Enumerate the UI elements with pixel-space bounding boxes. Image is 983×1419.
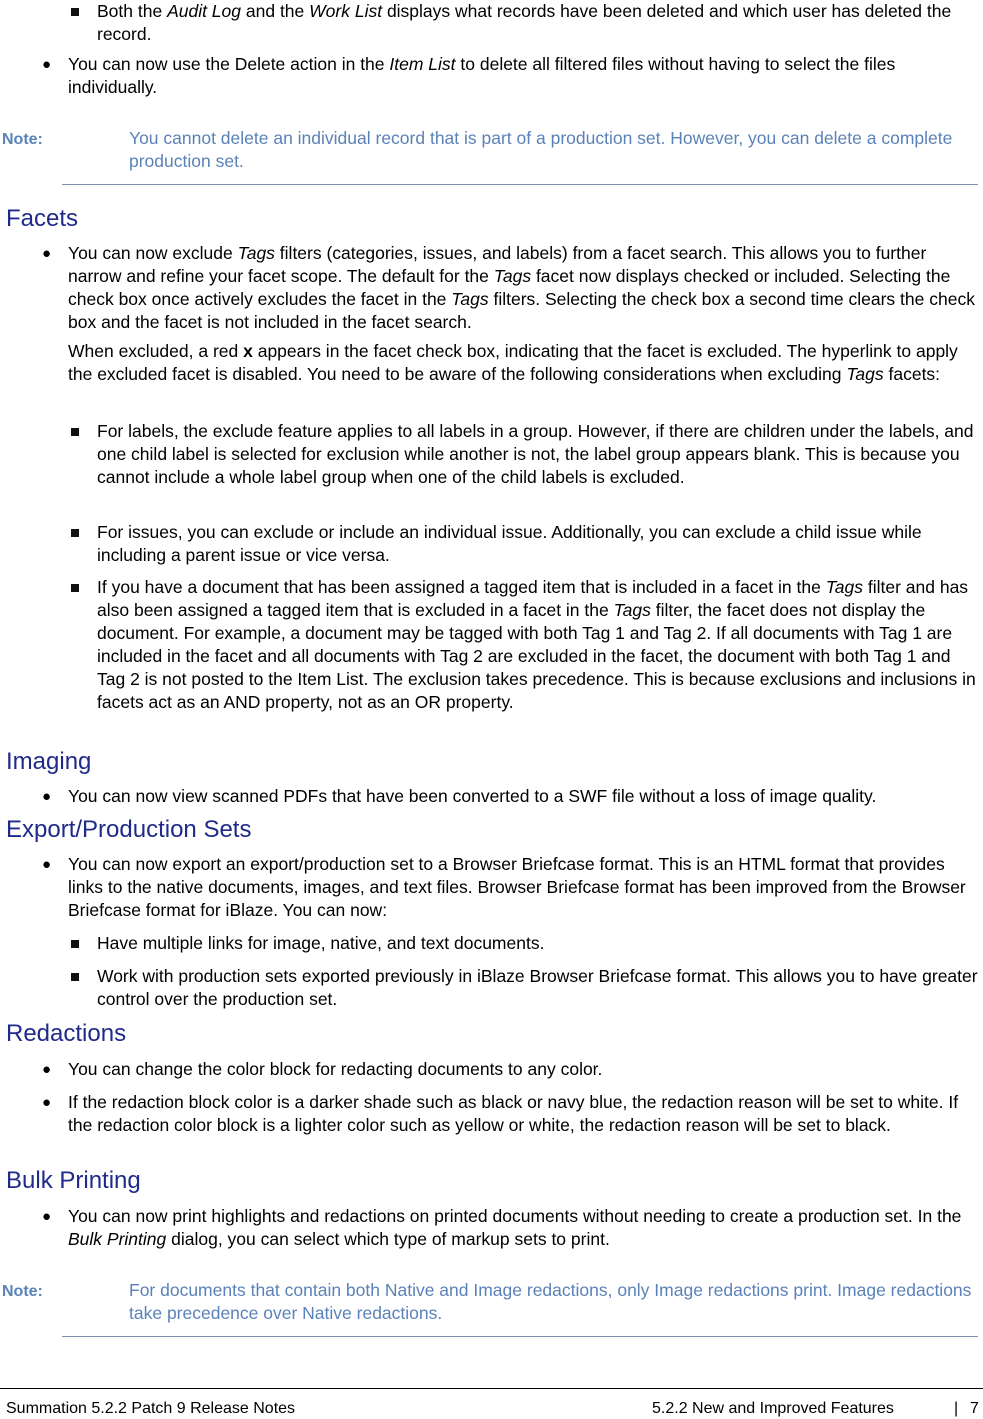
note-box xyxy=(2,127,978,185)
list-item: ● You can now print highlights and redactions on printed documents without needing to create a production set. In the Bulk Printing dialog, you can select which type of markup sets to print. xyxy=(42,1206,962,1249)
circle-bullet-icon: ● xyxy=(42,1061,52,1078)
circle-bullet-icon: ● xyxy=(42,788,52,805)
note-label: Note: xyxy=(2,131,43,148)
footer-doc-title: Summation 5.2.2 Patch 9 Release Notes xyxy=(6,1400,296,1417)
section-heading-redactions: Redactions xyxy=(6,1020,127,1047)
note-label: Note: xyxy=(2,1283,43,1300)
list-item: Have multiple links for image, native, and text documents. xyxy=(97,932,978,955)
section-heading-imaging: Imaging xyxy=(6,748,92,775)
list-item: ● You can now exclude Tags filters (categories, issues, and labels) from a facet search. This allows you to further narrow and refine your facet scope. The default for the Tags facet now displays checked or included. Selecting the check box once actively excludes the facet in the Tags filters. Selecting the check box a second time clears the check box and the facet is not included in the facet search. xyxy=(42,243,975,332)
square-bullet-icon xyxy=(71,973,79,981)
footer-section-title: 5.2.2 New and Improved Features xyxy=(652,1400,894,1417)
note-text: For documents that contain both Native and Image redactions, only Image redactions print. Image redactions take precedence over Native redactions. xyxy=(129,1280,972,1323)
list-item: Both the Audit Log and the Work List displays what records have been deleted and which user has deleted the record. xyxy=(97,0,978,46)
circle-bullet-icon: ● xyxy=(42,1094,52,1111)
circle-bullet-icon: ● xyxy=(42,56,52,73)
square-bullet-icon xyxy=(71,428,79,436)
square-bullet-icon xyxy=(71,8,79,16)
list-item: ● You can change the color block for redacting documents to any color. xyxy=(42,1059,603,1079)
square-bullet-icon xyxy=(71,584,79,592)
footer-separator: | xyxy=(954,1400,959,1417)
list-item: ● If the redaction block color is a darker shade such as black or navy blue, the redaction reason will be set to white. If the redaction color block is a lighter color such as yellow or white, the redaction reason will be set to black. xyxy=(42,1092,959,1135)
section-heading-bulk-printing: Bulk Printing xyxy=(6,1167,141,1194)
paragraph: When excluded, a red x appears in the facet check box, indicating that the facet is excluded. The hyperlink to apply the excluded facet is disabled. You need to be aware of the following considerations when excluding Tags facets: xyxy=(68,341,958,384)
page-footer xyxy=(0,1388,983,1417)
note-box xyxy=(2,1279,978,1337)
section-heading-export: Export/Production Sets xyxy=(6,816,252,843)
list-item: For issues, you can exclude or include an individual issue. Additionally, you can exclude a child issue while including a parent issue or vice versa. xyxy=(97,521,978,567)
list-item: Work with production sets exported previously in iBlaze Browser Briefcase format. This allows you to have greater control over the production set. xyxy=(97,965,978,1011)
circle-bullet-icon: ● xyxy=(42,245,52,262)
list-item: ● You can now view scanned PDFs that have been converted to a SWF file without a loss of image quality. xyxy=(42,786,877,806)
note-text: You cannot delete an individual record that is part of a production set. However, you can delete a complete production set. xyxy=(129,128,953,171)
square-bullet-icon xyxy=(71,529,79,537)
square-bullet-icon xyxy=(71,940,79,948)
list-item: For labels, the exclude feature applies to all labels in a group. However, if there are children under the labels, and one child label is selected for exclusion while another is not, the label group appears blank. This is because you cannot include a whole label group when one of the child labels is excluded. xyxy=(97,420,978,489)
circle-bullet-icon: ● xyxy=(42,856,52,873)
list-item: ● You can now use the Delete action in the Item List to delete all filtered files without having to select the files individually. xyxy=(42,54,896,97)
section-heading-facets: Facets xyxy=(6,205,79,232)
list-item: If you have a document that has been assigned a tagged item that is included in a facet in the Tags filter and has also been assigned a tagged item that is excluded in a facet in the Tags filter, the facet does not display the document. For example, a document may be tagged with both Tag 1 and Tag 2. If all documents with Tag 1 are included in the facet and all documents with Tag 2 are excluded in the facet, the document with both Tag 1 and Tag 2 is not posted to the Item List. The exclusion takes precedence. This is because exclusions and inclusions in facets act as an AND property, not as an OR property. xyxy=(97,576,978,714)
circle-bullet-icon: ● xyxy=(42,1208,52,1225)
page-number: 7 xyxy=(970,1400,979,1417)
list-item: ● You can now export an export/production set to a Browser Briefcase format. This is an HTML format that provides links to the native documents, images, and text files. Browser Briefcase format has been improved from the Browser Briefcase format for iBlaze. You can now: xyxy=(42,854,966,920)
